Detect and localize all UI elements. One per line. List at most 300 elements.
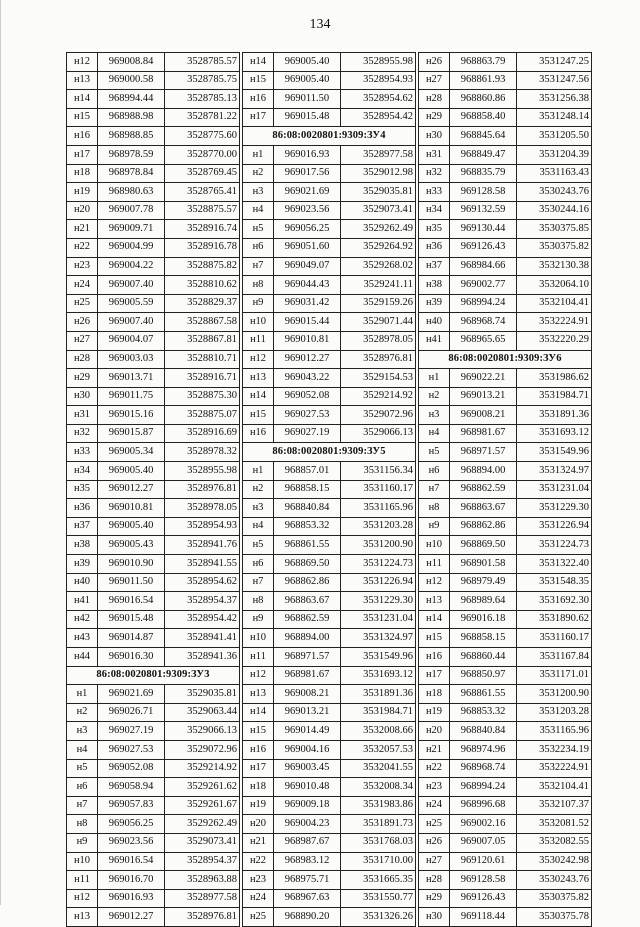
point-name: н17	[243, 759, 274, 778]
table-row	[67, 573, 240, 592]
coordinate-x: 968849.47	[450, 145, 517, 164]
point-name: н14	[243, 387, 274, 406]
table-row	[419, 536, 592, 555]
point-name: н39	[419, 294, 450, 313]
point-name: н10	[243, 629, 274, 648]
coordinate-y: 3532130.38	[517, 257, 592, 276]
point-name: н15	[243, 406, 274, 425]
parcel-cadastral-number: 86:08:0020801:9309:ЗУ6	[419, 350, 592, 369]
table-row	[243, 889, 416, 908]
coordinate-x: 969118.44	[450, 908, 517, 927]
point-name: н29	[419, 108, 450, 127]
table-row	[419, 443, 592, 462]
coordinate-x: 968994.24	[450, 778, 517, 797]
coordinate-y: 3528976.81	[165, 480, 240, 499]
coordinate-x: 968980.63	[98, 183, 165, 202]
coordinate-y: 3529035.81	[165, 685, 240, 704]
table-row	[419, 722, 592, 741]
coordinate-y: 3528867.81	[165, 331, 240, 350]
point-name: н21	[67, 220, 98, 239]
point-name: н17	[67, 145, 98, 164]
coordinate-y: 3531160.17	[341, 480, 416, 499]
coordinate-x: 969005.40	[98, 462, 165, 481]
point-name: н36	[419, 238, 450, 257]
table-row	[419, 183, 592, 202]
table-row	[419, 778, 592, 797]
coordinate-x: 968858.40	[450, 108, 517, 127]
coordinate-y: 3528978.32	[165, 443, 240, 462]
coordinate-y: 3531983.86	[341, 796, 416, 815]
coordinate-x: 969005.34	[98, 443, 165, 462]
point-name: н14	[243, 53, 274, 72]
coordinate-y: 3528963.88	[165, 871, 240, 890]
point-name: н34	[419, 201, 450, 220]
point-name: н3	[419, 406, 450, 425]
coordinate-y: 3528875.07	[165, 406, 240, 425]
table-row	[419, 629, 592, 648]
page-edge-line	[0, 0, 1, 905]
coordinate-x: 969005.40	[98, 517, 165, 536]
coordinate-y: 3528785.75	[165, 71, 240, 90]
table-row	[243, 648, 416, 667]
table-row	[67, 908, 240, 927]
table-row	[243, 499, 416, 518]
table-row	[67, 796, 240, 815]
coordinate-y: 3532220.29	[517, 331, 592, 350]
table-row	[243, 53, 416, 72]
point-name: н16	[67, 127, 98, 146]
coordinate-x: 969057.83	[98, 796, 165, 815]
point-name: н14	[243, 703, 274, 722]
point-name: н27	[419, 71, 450, 90]
coordinate-x: 969011.75	[98, 387, 165, 406]
table-row	[67, 815, 240, 834]
coordinate-x: 969015.16	[98, 406, 165, 425]
coordinate-x: 969017.56	[274, 164, 341, 183]
table-row	[243, 908, 416, 927]
coordinate-y: 3528785.57	[165, 53, 240, 72]
table-row	[419, 908, 592, 927]
point-name: н7	[243, 573, 274, 592]
point-name: н16	[243, 424, 274, 443]
coordinate-y: 3528954.62	[341, 90, 416, 109]
coordinate-x: 969012.27	[274, 350, 341, 369]
point-name: н3	[243, 499, 274, 518]
coordinate-y: 3532064.10	[517, 276, 592, 295]
point-name: н17	[419, 666, 450, 685]
table-row	[67, 276, 240, 295]
point-name: н12	[67, 53, 98, 72]
point-name: н30	[67, 387, 98, 406]
coordinate-x: 969011.50	[98, 573, 165, 592]
coordinate-y: 3531226.94	[341, 573, 416, 592]
coordinate-x: 969126.43	[450, 238, 517, 257]
point-name: н26	[419, 53, 450, 72]
coordinate-x: 968863.67	[274, 592, 341, 611]
point-name: н5	[67, 759, 98, 778]
coordinate-y: 3529066.13	[165, 722, 240, 741]
coordinate-y: 3528775.60	[165, 127, 240, 146]
coordinate-x: 969023.56	[98, 833, 165, 852]
table-row	[67, 852, 240, 871]
coordinate-x: 968858.15	[274, 480, 341, 499]
table-row	[419, 220, 592, 239]
point-name: н10	[67, 852, 98, 871]
point-name: н1	[243, 462, 274, 481]
coordinate-x: 968971.57	[274, 648, 341, 667]
coordinate-y: 3528875.57	[165, 201, 240, 220]
coordinate-x: 968988.98	[98, 108, 165, 127]
coordinate-y: 3528941.41	[165, 629, 240, 648]
table-row	[67, 722, 240, 741]
table-row	[67, 629, 240, 648]
coordinate-y: 3529012.98	[341, 164, 416, 183]
table-row	[419, 90, 592, 109]
table-row	[419, 815, 592, 834]
coordinate-x: 969014.87	[98, 629, 165, 648]
table-row	[419, 610, 592, 629]
coordinate-y: 3529072.96	[341, 406, 416, 425]
point-name: н4	[243, 201, 274, 220]
coordinate-y: 3528916.78	[165, 238, 240, 257]
point-name: н8	[243, 276, 274, 295]
table-row	[419, 480, 592, 499]
table-row	[419, 257, 592, 276]
table-row	[419, 462, 592, 481]
coordinate-x: 968996.68	[450, 796, 517, 815]
point-name: н34	[67, 462, 98, 481]
coordinate-x: 968967.63	[274, 889, 341, 908]
table-row	[419, 703, 592, 722]
coordinate-y: 3531324.97	[517, 462, 592, 481]
coordinate-y: 3531550.77	[341, 889, 416, 908]
table-row	[419, 517, 592, 536]
coordinate-y: 3529072.96	[165, 740, 240, 759]
table-row	[67, 313, 240, 332]
coordinate-y: 3531203.28	[341, 517, 416, 536]
coordinate-x: 968894.00	[274, 629, 341, 648]
coordinate-x: 969013.21	[450, 387, 517, 406]
point-name: н41	[67, 592, 98, 611]
table-row	[419, 740, 592, 759]
point-name: н11	[243, 331, 274, 350]
coordinate-x: 969130.44	[450, 220, 517, 239]
parcel-cadastral-number: 86:08:0020801:9309:ЗУ4	[243, 127, 416, 146]
table-row	[243, 796, 416, 815]
table-row	[67, 220, 240, 239]
coordinate-x: 969010.48	[274, 778, 341, 797]
point-name: н12	[419, 573, 450, 592]
point-name: н13	[243, 369, 274, 388]
coordinate-y: 3531231.04	[341, 610, 416, 629]
point-name: н1	[243, 145, 274, 164]
coordinate-x: 969016.54	[98, 592, 165, 611]
coordinate-y: 3528829.37	[165, 294, 240, 313]
point-name: н18	[243, 778, 274, 797]
table-row	[243, 201, 416, 220]
point-name: н25	[419, 815, 450, 834]
table-row	[243, 852, 416, 871]
point-name: н8	[419, 499, 450, 518]
point-name: н8	[67, 815, 98, 834]
coordinate-x: 969008.84	[98, 53, 165, 72]
table-row	[243, 257, 416, 276]
coordinate-x: 968863.67	[450, 499, 517, 518]
point-name: н30	[419, 127, 450, 146]
table-row	[67, 238, 240, 257]
table-row	[243, 276, 416, 295]
coordinate-y: 3528941.55	[165, 555, 240, 574]
coordinate-y: 3529261.62	[165, 778, 240, 797]
point-name: н31	[67, 406, 98, 425]
coordinate-x: 969010.90	[98, 555, 165, 574]
coordinate-y: 3531665.35	[341, 871, 416, 890]
coordinate-y: 3528765.41	[165, 183, 240, 202]
coordinate-y: 3528941.36	[165, 648, 240, 667]
coordinate-x: 969012.27	[98, 908, 165, 927]
coordinate-x: 969008.21	[450, 406, 517, 425]
table-row	[243, 815, 416, 834]
table-row	[419, 424, 592, 443]
coordinate-x: 968978.84	[98, 164, 165, 183]
coordinate-y: 3528916.71	[165, 369, 240, 388]
coordinate-y: 3531156.34	[341, 462, 416, 481]
point-name: н12	[243, 350, 274, 369]
table-row	[67, 871, 240, 890]
coordinate-x: 969058.94	[98, 778, 165, 797]
coordinate-y: 3529071.44	[341, 313, 416, 332]
coordinate-y: 3532224.91	[517, 313, 592, 332]
table-row	[243, 350, 416, 369]
coordinate-x: 969003.45	[274, 759, 341, 778]
coordinate-y: 3528781.22	[165, 108, 240, 127]
table-row	[67, 424, 240, 443]
table-row	[67, 350, 240, 369]
table-row	[243, 108, 416, 127]
coordinate-x: 969007.78	[98, 201, 165, 220]
table-row	[419, 201, 592, 220]
table-row	[67, 610, 240, 629]
table-row	[67, 53, 240, 72]
coordinate-x: 969002.77	[450, 276, 517, 295]
point-name: н24	[419, 796, 450, 815]
table-row	[67, 685, 240, 704]
table-row	[243, 573, 416, 592]
table-row	[243, 313, 416, 332]
point-name: н13	[67, 71, 98, 90]
table-row	[243, 238, 416, 257]
coordinate-y: 3528978.05	[165, 499, 240, 518]
point-name: н6	[67, 778, 98, 797]
coordinate-x: 968853.32	[274, 517, 341, 536]
coordinate-x: 969004.22	[98, 257, 165, 276]
table-row	[419, 648, 592, 667]
table-row	[243, 666, 416, 685]
table-row	[67, 555, 240, 574]
coordinate-y: 3531224.73	[517, 536, 592, 555]
point-name: н3	[67, 722, 98, 741]
table-row	[419, 499, 592, 518]
point-name: н11	[67, 871, 98, 890]
coordinate-x: 969010.81	[274, 331, 341, 350]
point-name: н16	[419, 648, 450, 667]
coordinate-y: 3531200.90	[517, 685, 592, 704]
coordinate-y: 3530375.82	[517, 889, 592, 908]
coordinate-x: 969005.43	[98, 536, 165, 555]
table-row	[67, 145, 240, 164]
table-row	[419, 555, 592, 574]
coordinate-y: 3528875.82	[165, 257, 240, 276]
table-row	[419, 331, 592, 350]
table-row	[67, 406, 240, 425]
table-row	[243, 480, 416, 499]
point-name: н7	[419, 480, 450, 499]
table-row	[67, 778, 240, 797]
table-row	[243, 71, 416, 90]
table-row	[67, 201, 240, 220]
coordinate-y: 3528977.58	[341, 145, 416, 164]
point-name: н38	[67, 536, 98, 555]
coordinate-x: 968869.50	[274, 555, 341, 574]
point-name: н29	[419, 889, 450, 908]
coordinate-y: 3531322.40	[517, 555, 592, 574]
point-name: н31	[419, 145, 450, 164]
coordinate-y: 3528977.58	[165, 889, 240, 908]
coordinate-x: 969015.87	[98, 424, 165, 443]
coordinate-y: 3528867.58	[165, 313, 240, 332]
coordinate-y: 3531160.17	[517, 629, 592, 648]
point-name: н25	[67, 294, 98, 313]
table-row	[243, 164, 416, 183]
point-name: н18	[419, 685, 450, 704]
coordinate-x: 969009.18	[274, 796, 341, 815]
table-row	[419, 759, 592, 778]
table-row	[67, 294, 240, 313]
coordinate-y: 3530243.76	[517, 871, 592, 890]
point-name: н14	[67, 90, 98, 109]
coordinate-y: 3531200.90	[341, 536, 416, 555]
coordinate-x: 969027.53	[98, 740, 165, 759]
coordinate-y: 3528954.93	[165, 517, 240, 536]
point-name: н1	[419, 369, 450, 388]
coordinate-x: 969120.61	[450, 852, 517, 871]
coordinate-y: 3531984.71	[341, 703, 416, 722]
point-name: н23	[243, 871, 274, 890]
point-name: н9	[243, 610, 274, 629]
coordinate-x: 969015.48	[274, 108, 341, 127]
table-row	[67, 369, 240, 388]
table-row	[67, 480, 240, 499]
coordinate-x: 968988.85	[98, 127, 165, 146]
page-number: 134	[309, 17, 331, 32]
table-row	[67, 90, 240, 109]
coordinate-y: 3532041.55	[341, 759, 416, 778]
coordinate-x: 969005.40	[274, 53, 341, 72]
coordinate-y: 3530375.82	[517, 238, 592, 257]
point-name: н32	[67, 424, 98, 443]
coordinate-y: 3529154.53	[341, 369, 416, 388]
table-row	[67, 257, 240, 276]
table-row	[67, 759, 240, 778]
coordinate-x: 968863.79	[450, 53, 517, 72]
table-row	[419, 71, 592, 90]
table-row	[67, 71, 240, 90]
coordinate-y: 3528810.62	[165, 276, 240, 295]
parcel-header-row	[67, 666, 240, 685]
coordinate-y: 3532008.34	[341, 778, 416, 797]
coordinate-x: 969015.48	[98, 610, 165, 629]
table-row	[419, 294, 592, 313]
coordinate-y: 3531548.35	[517, 573, 592, 592]
table-row	[67, 462, 240, 481]
table-row	[419, 592, 592, 611]
coordinate-x: 969015.44	[274, 313, 341, 332]
coordinate-y: 3531204.39	[517, 145, 592, 164]
table-row	[419, 406, 592, 425]
coordinate-x: 968901.58	[450, 555, 517, 574]
coordinate-y: 3531324.97	[341, 629, 416, 648]
point-name: н18	[67, 164, 98, 183]
table-row	[419, 238, 592, 257]
point-name: н5	[243, 220, 274, 239]
coordinate-x: 968858.15	[450, 629, 517, 648]
point-name: н7	[67, 796, 98, 815]
point-name: н28	[67, 350, 98, 369]
point-name: н19	[243, 796, 274, 815]
coordinate-x: 968994.24	[450, 294, 517, 313]
coordinate-y: 3528954.37	[165, 592, 240, 611]
coordinate-x: 969016.70	[98, 871, 165, 890]
point-name: н2	[243, 480, 274, 499]
point-name: н22	[67, 238, 98, 257]
coordinate-y: 3532104.41	[517, 778, 592, 797]
table-row	[67, 127, 240, 146]
coordinate-y: 3531693.12	[517, 424, 592, 443]
table-row	[243, 90, 416, 109]
coordinate-x: 968857.01	[274, 462, 341, 481]
coordinate-y: 3531247.56	[517, 71, 592, 90]
coordinate-y: 3530375.78	[517, 908, 592, 927]
coordinate-y: 3532081.52	[517, 815, 592, 834]
point-name: н23	[419, 778, 450, 797]
point-name: н41	[419, 331, 450, 350]
coordinate-y: 3529214.92	[341, 387, 416, 406]
point-name: н32	[419, 164, 450, 183]
table-row	[67, 517, 240, 536]
point-name: н5	[243, 536, 274, 555]
table-row	[243, 220, 416, 239]
point-name: н3	[243, 183, 274, 202]
coordinate-y: 3528976.81	[165, 908, 240, 927]
parcel-cadastral-number: 86:08:0020801:9309:ЗУ3	[67, 666, 240, 685]
coordinate-x: 968979.49	[450, 573, 517, 592]
coordinate-y: 3531205.50	[517, 127, 592, 146]
table-row	[419, 889, 592, 908]
coordinate-y: 3529214.92	[165, 759, 240, 778]
coordinate-y: 3531203.28	[517, 703, 592, 722]
coordinate-y: 3529073.41	[165, 833, 240, 852]
table-row	[243, 833, 416, 852]
table-row	[419, 685, 592, 704]
coordinate-x: 969056.25	[98, 815, 165, 834]
coordinate-x: 969009.71	[98, 220, 165, 239]
point-name: н5	[419, 443, 450, 462]
point-name: н13	[243, 685, 274, 704]
point-name: н9	[419, 517, 450, 536]
table-row	[419, 276, 592, 295]
coordinate-x: 969004.99	[98, 238, 165, 257]
coordinate-x: 969027.19	[274, 424, 341, 443]
